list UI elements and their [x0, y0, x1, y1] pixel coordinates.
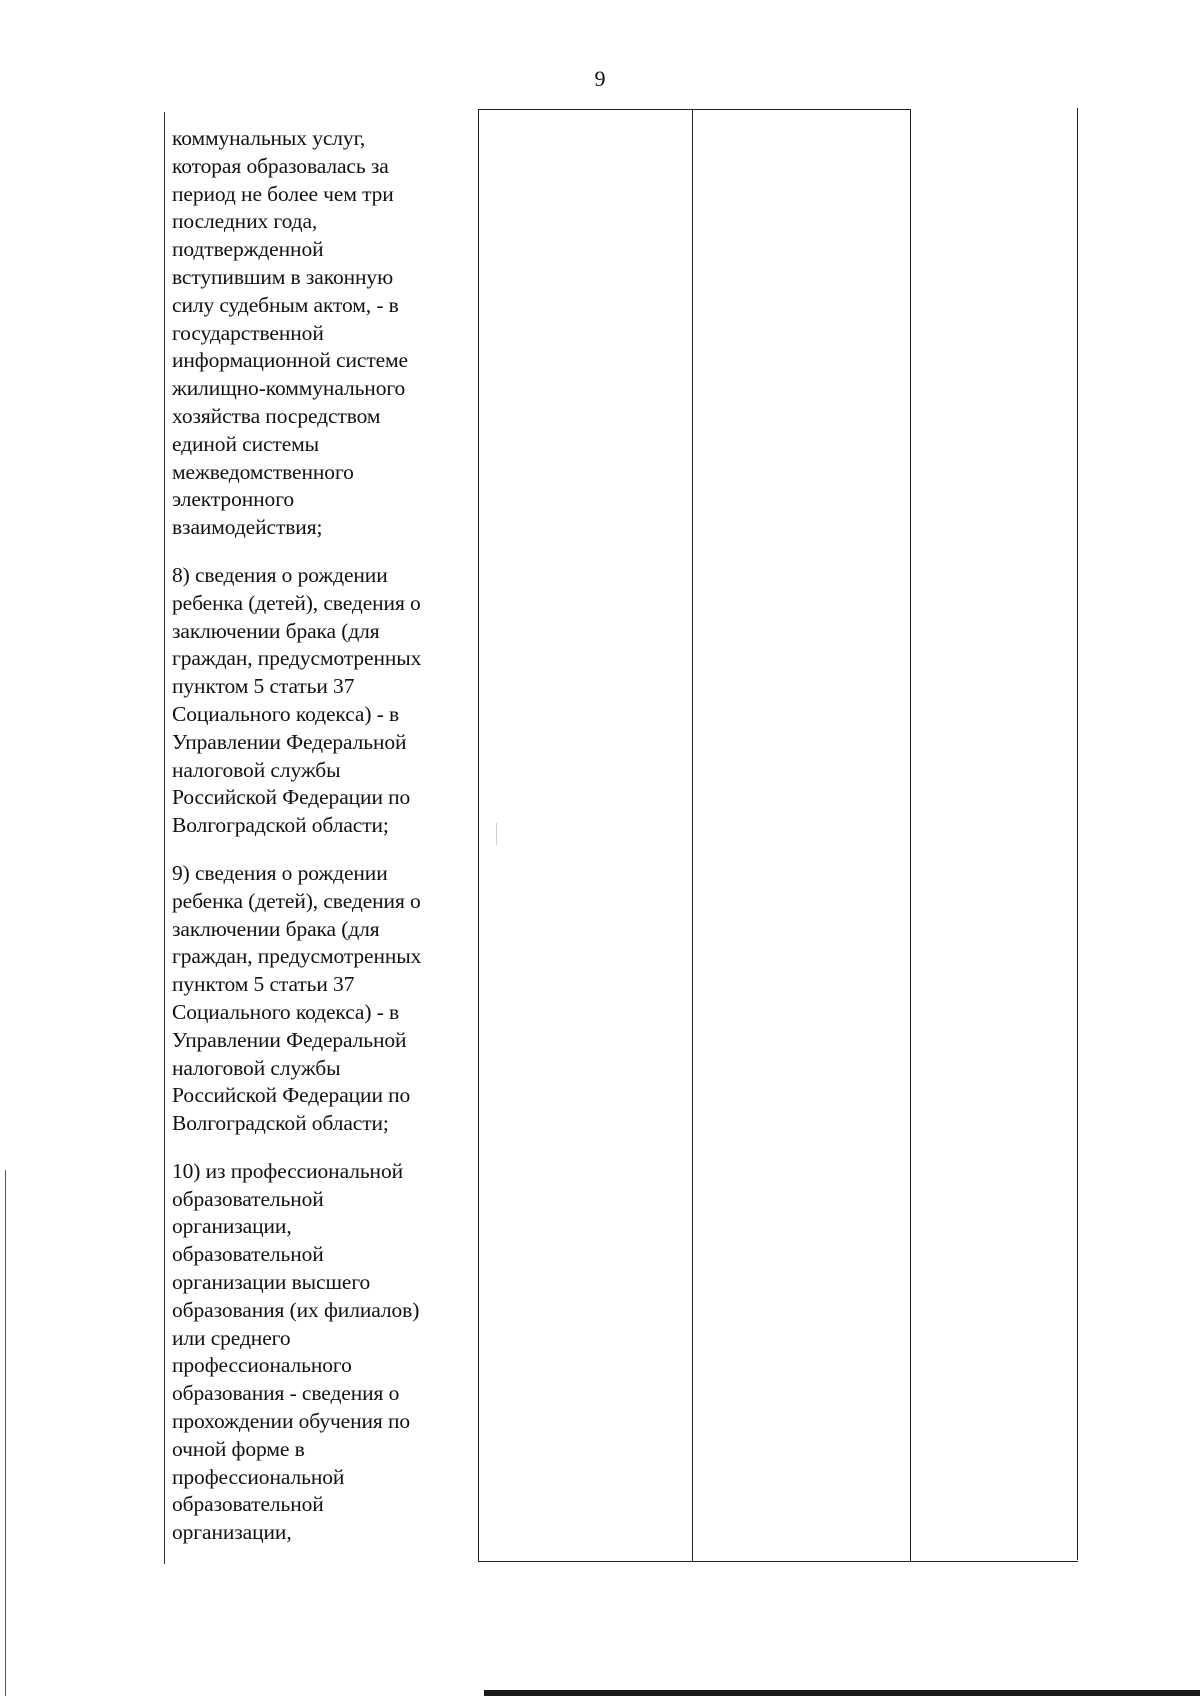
- left-column-text: [172, 125, 472, 1567]
- table-top-rule: [478, 109, 910, 110]
- scan-speck: [496, 823, 497, 845]
- table-left-border: [164, 112, 165, 1564]
- paragraph-item-8: 8) сведения о рождении ребенка (детей), сведения о заключении брака (для граждан, предусмотренных пунктом 5 статьи 37 Социального кодекса) - в Управлении Федеральной налоговой службы Российской Федерации по Волгоградской области;: [172, 562, 422, 838]
- column-divider-2: [692, 109, 693, 1562]
- empty-cell-column-2: [482, 112, 688, 1558]
- table-bottom-rule: [478, 1561, 1078, 1562]
- paragraph-item-10: 10) из профессиональной образовательной организации, образовательной организации высшего образования (их филиалов) или среднего профессионального образования - сведения о прохождении обучения по очной форме в профессиональной образовательной организации,: [172, 1158, 420, 1545]
- table-right-border: [1077, 108, 1078, 1560]
- paragraph-item-9: 9) сведения о рождении ребенка (детей), сведения о заключении брака (для граждан, предусмотренных пунктом 5 статьи 37 Социального кодекса) - в Управлении Федеральной налоговой службы Российской Федерации по Волгоградской области;: [172, 860, 422, 1136]
- scan-edge-mark-bottom: [484, 1690, 1200, 1696]
- empty-cell-column-3: [696, 112, 906, 1558]
- empty-cell-column-4: [914, 112, 1074, 1558]
- paragraph-continuation: коммунальных услуг, которая образовалась за период не более чем три последних года, подтвержденной вступившим в законную силу судебным актом, - в государственной информационной системе жилищно-коммунального хозяйства посредством единой системы межведомственного электронного взаимодействия;: [172, 126, 409, 540]
- column-divider-3: [910, 109, 911, 1561]
- column-divider-1: [478, 109, 479, 1561]
- scan-edge-mark-left: [5, 1170, 6, 1696]
- page-number: 9: [594, 66, 606, 91]
